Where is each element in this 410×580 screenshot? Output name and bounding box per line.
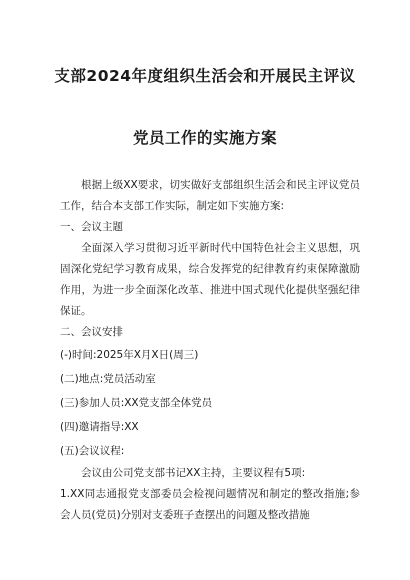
- intro-paragraph: 根据上级XX要求，切实做好支部组织生活会和民主评议党员工作，结合本支部工作实际，制定如下实施方案:: [60, 179, 360, 212]
- item-guidance: (四)邀请指导:XX: [60, 421, 139, 433]
- agenda-intro: 会议由公司党支部书记XX主持，主要议程有5项:: [81, 467, 306, 479]
- item-attendees: (三)参加人员:XX党支部全体党员: [60, 397, 213, 409]
- document-title-line2: 党员工作的实施方案: [132, 129, 277, 147]
- item-place: (二)地点:党员活动室: [60, 373, 156, 385]
- section1-heading: 一、会议主题: [60, 221, 123, 233]
- section2-heading: 二、会议安排: [60, 326, 123, 338]
- section1-body: 全面深入学习贯彻习近平新时代中国特色社会主义思想，巩固深化党纪学习教育成果，综合发挥党的纪律教育约束保障激励作用，为进一步全面深化改革、推进中国式现代化提供坚强纪律保证。: [60, 242, 360, 317]
- item-time: (-)时间:2025年X月X日(周三): [60, 349, 199, 361]
- item-agenda: (五)会议议程:: [60, 445, 125, 457]
- agenda-item-1: 1.XX同志通报党支部委员会检视问题情况和制定的整改指施;参会人员(党员)分别对支委班子查摆出的问题及整改措施: [60, 488, 360, 521]
- document-title-line1: 支部2024年度组织生活会和开展民主评议: [54, 67, 356, 85]
